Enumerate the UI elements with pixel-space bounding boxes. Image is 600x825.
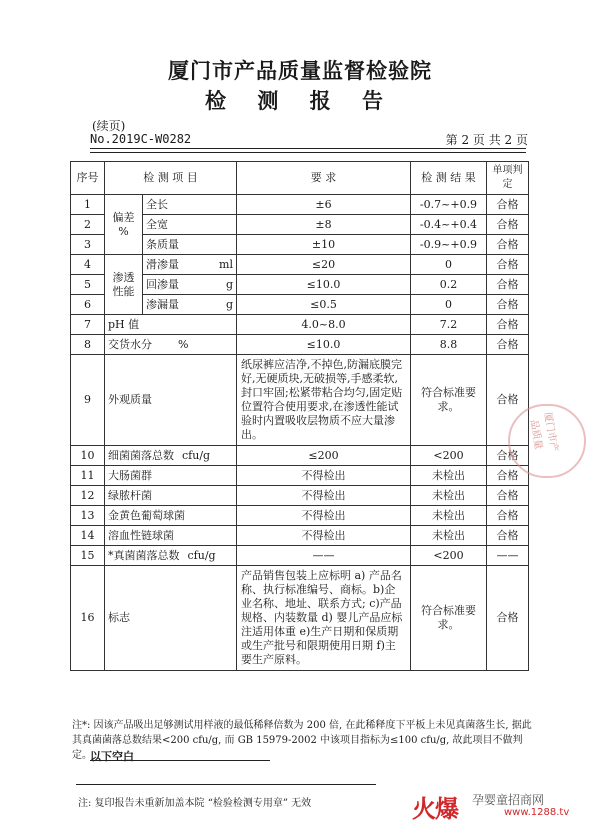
row-item: 交货水分: [108, 337, 152, 351]
row-result: 0: [411, 295, 487, 315]
row-no: 12: [71, 486, 105, 506]
row-no: 10: [71, 446, 105, 466]
row-no: 8: [71, 335, 105, 355]
row-verdict: 合格: [487, 215, 529, 235]
header-requirement: 要 求: [237, 162, 411, 195]
row-item: 全宽: [143, 215, 237, 235]
row-no: 11: [71, 466, 105, 486]
row-item: 溶血性链球菌: [105, 526, 237, 546]
table-header-row: [71, 162, 529, 195]
table-row: [71, 315, 529, 335]
row-verdict: 合格: [487, 255, 529, 275]
table-row: [71, 466, 529, 486]
row-no: 7: [71, 315, 105, 335]
table-row: [71, 195, 529, 215]
row-unit: ml: [219, 257, 233, 271]
row-result: 未检出: [411, 526, 487, 546]
row-no: 15: [71, 546, 105, 566]
group-permeation: 渗透 性能: [105, 255, 143, 315]
row-verdict: 合格: [487, 526, 529, 546]
row-verdict: 合格: [487, 355, 529, 446]
row-requirement: ±6: [237, 195, 411, 215]
continued-label: (续页): [92, 119, 126, 133]
row-item: 标志: [105, 566, 237, 671]
row-no: 16: [71, 566, 105, 671]
results-table: [70, 161, 529, 671]
row-verdict: 合格: [487, 446, 529, 466]
row-verdict: 合格: [487, 295, 529, 315]
table-row: [71, 446, 529, 466]
row-unit: cfu/g: [182, 448, 211, 462]
row-result: 0.2: [411, 275, 487, 295]
row-requirement: 不得检出: [237, 506, 411, 526]
row-result: 8.8: [411, 335, 487, 355]
footnote: 注: 复印报告未重新加盖本院 “检验检测专用章” 无效: [78, 798, 312, 809]
header-verdict: 单项判定: [487, 162, 529, 195]
row-requirement: 不得检出: [237, 466, 411, 486]
row-item: pH 值: [105, 315, 237, 335]
watermark-url: www.1288.tv: [504, 807, 570, 818]
row-verdict: 合格: [487, 275, 529, 295]
watermark-logo: 火爆: [412, 795, 458, 823]
page-info: 第 2 页 共 2 页: [445, 133, 528, 147]
table-row: [71, 566, 529, 671]
row-requirement: ≤10.0: [237, 275, 411, 295]
row-requirement: ≤20: [237, 255, 411, 275]
row-requirement: ≤0.5: [237, 295, 411, 315]
table-row: [71, 486, 529, 506]
watermark: [412, 789, 570, 824]
table-row: [71, 335, 529, 355]
row-requirement: ——: [237, 546, 411, 566]
end-rule: [90, 760, 270, 761]
table-note: 注*: 因该产品吸出足够测试用样液的最低稀释倍数为 200 倍, 在此稀释度下平板上未见真菌落生长, 据此其真菌菌落总数结果<200 cfu/g, 而 GB 15979-2002 中该项目指标为≤100 cfu/g, 故此项目不做判定。: [72, 720, 532, 761]
table-row: [71, 255, 529, 275]
header-rule: [90, 152, 526, 153]
row-no: 9: [71, 355, 105, 446]
row-verdict: 合格: [487, 566, 529, 671]
row-requirement: 产品销售包装上应标明 a) 产品名称、执行标准编号、商标。b)企业名称、地址、联系方式; c)产品规格、内装数量 d) 婴儿产品应标注适用体重 e)生产日期和保质期或生产批号和限期使用日期 f)主要生产原料。: [237, 566, 411, 671]
table-row: [71, 526, 529, 546]
header-rule: [90, 148, 526, 149]
row-verdict: ——: [487, 546, 529, 566]
row-result: -0.4~+0.4: [411, 215, 487, 235]
row-item: 渗漏量: [146, 297, 179, 311]
row-verdict: 合格: [487, 235, 529, 255]
row-result: <200: [411, 546, 487, 566]
table-row: [71, 355, 529, 446]
stamp-text: 厦门市产品质量: [527, 411, 560, 453]
row-no: 5: [71, 275, 105, 295]
row-result: 未检出: [411, 486, 487, 506]
end-marker: 以下空白: [90, 750, 134, 763]
row-unit: g: [225, 277, 233, 291]
row-unit: cfu/g: [187, 548, 216, 562]
row-item: 大肠菌群: [105, 466, 237, 486]
row-no: 3: [71, 235, 105, 255]
row-verdict: 合格: [487, 466, 529, 486]
row-verdict: 合格: [487, 315, 529, 335]
row-item: 金黄色葡萄球菌: [105, 506, 237, 526]
header-item: 检 测 项 目: [105, 162, 237, 195]
row-requirement: 4.0~8.0: [237, 315, 411, 335]
row-verdict: 合格: [487, 486, 529, 506]
header-result: 检 测 结 果: [411, 162, 487, 195]
row-no: 2: [71, 215, 105, 235]
row-requirement: ≤200: [237, 446, 411, 466]
header-seq: 序号: [71, 162, 105, 195]
row-item: 条质量: [143, 235, 237, 255]
row-item: 滑渗量: [146, 257, 179, 271]
row-result: 符合标准要求。: [411, 566, 487, 671]
row-result: 符合标准要求。: [411, 355, 487, 446]
report-number: No.2019C-W0282: [90, 132, 192, 146]
group-deviation: 偏差 %: [105, 195, 143, 255]
report-title: 检 测 报 告: [205, 88, 395, 113]
institute-name: 厦门市产品质量监督检验院: [168, 58, 432, 83]
row-requirement: ±10: [237, 235, 411, 255]
row-item: 细菌菌落总数: [108, 448, 174, 462]
row-verdict: 合格: [487, 506, 529, 526]
row-result: 未检出: [411, 466, 487, 486]
row-item: 回渗量: [146, 277, 179, 291]
row-requirement: 不得检出: [237, 486, 411, 506]
table-row: [71, 506, 529, 526]
footer-rule: [76, 784, 376, 785]
row-requirement: 纸尿裤应洁净,不掉色,防漏底膜完好,无硬质块,无破损等,手感柔软,封口牢固;松紧带粘合均匀,固定贴位置符合使用要求,在渗透性能试验时内置吸收层物质不应大量渗出。: [237, 355, 411, 446]
row-result: 7.2: [411, 315, 487, 335]
row-no: 13: [71, 506, 105, 526]
row-unit: g: [225, 297, 233, 311]
row-item: 外观质量: [105, 355, 237, 446]
table-row: [71, 546, 529, 566]
row-no: 1: [71, 195, 105, 215]
row-result: <200: [411, 446, 487, 466]
row-requirement: 不得检出: [237, 526, 411, 546]
row-no: 6: [71, 295, 105, 315]
row-item: *真菌菌落总数: [108, 548, 180, 562]
row-result: 未检出: [411, 506, 487, 526]
row-item: 绿脓杆菌: [105, 486, 237, 506]
row-verdict: 合格: [487, 195, 529, 215]
row-no: 14: [71, 526, 105, 546]
row-result: -0.7~+0.9: [411, 195, 487, 215]
row-no: 4: [71, 255, 105, 275]
row-requirement: ≤10.0: [237, 335, 411, 355]
watermark-site-name: 孕婴童招商网: [472, 793, 545, 807]
row-requirement: ±8: [237, 215, 411, 235]
row-result: -0.9~+0.9: [411, 235, 487, 255]
row-result: 0: [411, 255, 487, 275]
row-verdict: 合格: [487, 335, 529, 355]
row-item: 全长: [143, 195, 237, 215]
row-unit: %: [178, 337, 189, 351]
